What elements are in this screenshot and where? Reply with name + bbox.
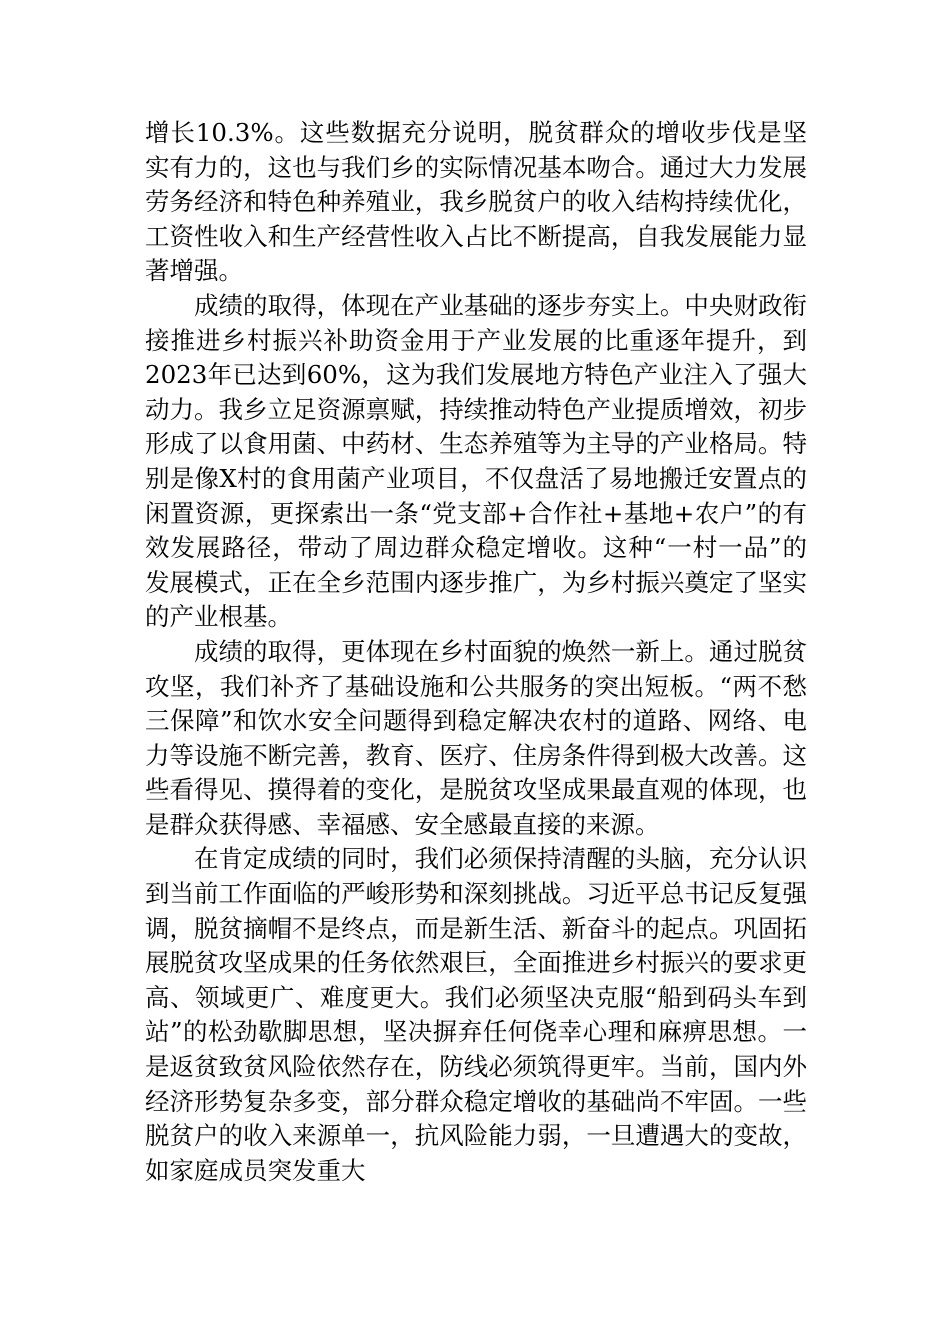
paragraph: 增长10.3%。这些数据充分说明，脱贫群众的增收步伐是坚实有力的，这也与我们乡的实际情况基本吻合。通过大力发展劳务经济和特色种养殖业，我乡脱贫户的收入结构持续优化，工资性收入和生产经营性收入占比不断提高，自我发展能力显著增强。 <box>145 118 807 286</box>
document-body <box>145 116 807 1188</box>
paragraph: 成绩的取得，更体现在乡村面貌的焕然一新上。通过脱贫攻坚，我们补齐了基础设施和公共服务的突出短板。“两不愁三保障”和饮水安全问题得到稳定解决农村的道路、网络、电力等设施不断完善，教育、医疗、住房条件得到极大改善。这些看得见、摸得着的变化，是脱贫攻坚成果最直观的体现，也是群众获得感、幸福感、安全感最直接的来源。 <box>145 636 807 839</box>
paragraph: 成绩的取得，体现在产业基础的逐步夯实上。中央财政衔接推进乡村振兴补助资金用于产业发展的比重逐年提升，到2023年已达到60%，这为我们发展地方特色产业注入了强大动力。我乡立足资源禀赋，持续推动特色产业提质增效，初步形成了以食用菌、中药材、生态养殖等为主导的产业格局。特别是像X村的食用菌产业项目，不仅盘活了易地搬迁安置点的闲置资源，更探索出一条“党支部+合作社+基地+农户”的有效发展路径，带动了周边群众稳定增收。这种“一村一品”的发展模式，正在全乡范围内逐步推广，为乡村振兴奠定了坚实的产业根基。 <box>145 290 807 632</box>
paragraph: 在肯定成绩的同时，我们必须保持清醒的头脑，充分认识到当前工作面临的严峻形势和深刻挑战。习近平总书记反复强调，脱贫摘帽不是终点，而是新生活、新奋斗的起点。巩固拓展脱贫攻坚成果的任务依然艰巨，全面推进乡村振兴的要求更高、领域更广、难度更大。我们必须坚决克服“船到码头车到站”的松劲歇脚思想，坚决摒弃任何侥幸心理和麻痹思想。一是返贫致贫风险依然存在，防线必须筑得更牢。当前，国内外经济形势复杂多变，部分群众稳定增收的基础尚不牢固。一些脱贫户的收入来源单一，抗风险能力弱，一旦遭遇大的变故，如家庭成员突发重大 <box>145 844 807 1185</box>
